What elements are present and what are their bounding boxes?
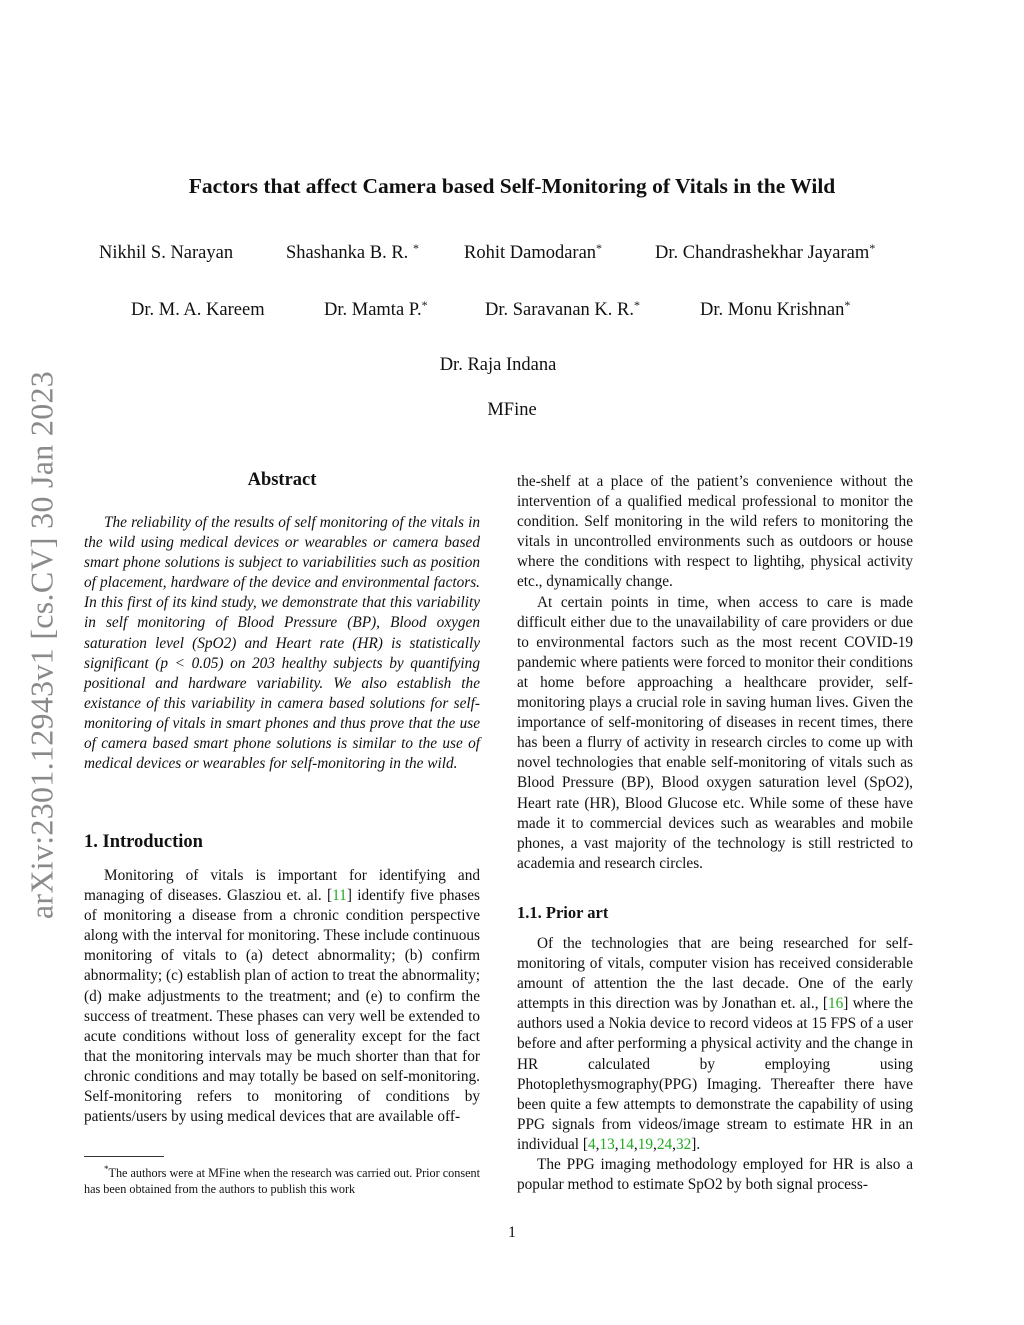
abstract-text: The reliability of the results of self monitoring of the vitals in the wild using medical devices or wearables or camera based smart phone solutions is subject to variabilities such as position of placement, hardware of the device and environmental factors. In this first of its kind study, we demonstrate that this variability in self monitoring of Blood Pressure (BP), Blood oxygen saturation level (SpO2) and Heart rate (HR) is statistically significant ( bbox=[84, 514, 480, 672]
author-name-text: Shashanka B. R. bbox=[286, 243, 413, 263]
page-number: 1 bbox=[508, 1224, 516, 1241]
paragraph-text: ]. bbox=[691, 1135, 701, 1153]
author-mark: * bbox=[634, 298, 640, 312]
author-name bbox=[324, 298, 428, 321]
author-name bbox=[131, 298, 265, 321]
citation-link[interactable]: 13 bbox=[599, 1135, 615, 1153]
citation-link[interactable]: 19 bbox=[637, 1135, 653, 1153]
citation-link[interactable]: 24 bbox=[656, 1135, 673, 1153]
citation-link[interactable]: 4 bbox=[587, 1135, 596, 1153]
footnote-mark: * bbox=[104, 1164, 109, 1174]
footnote-rule bbox=[84, 1156, 164, 1157]
footnote bbox=[84, 1161, 480, 1197]
paragraph-text: Of the technologies that are being researched for self-monitoring of vitals, computer vision has received considerable amount of attention the the last decade. One of the early attempts in this direction was by Jonathan et. al., [ bbox=[517, 935, 913, 1013]
paragraph: the-shelf at a place of the patient’s convenience without the intervention of a qualified medical professional to monitor the condition. Self monitoring in the wild refers to monitoring the vitals in uncontrolled environments such as outdoors or house where the conditions with respect to lightihg, physical activity etc., dynamically change. bbox=[517, 473, 913, 591]
intro-body bbox=[84, 866, 480, 1127]
author-name-text: Rohit Damodaran bbox=[464, 243, 597, 263]
intro-text: Monitoring of vitals is important for identifying and managing of diseases. Glasziou et. al. [ bbox=[84, 867, 480, 905]
author-mark: * bbox=[869, 241, 876, 255]
paragraph: At certain points in time, when access to care is made difficult either due to the unavailability of care providers or due to environmental factors such as the most recent COVID-19 pandemic where patients were forced to monitor their conditions at home before approaching a healthcare provider, self-monitoring plays a crucial role in saving human lives. Given the importance of self-monitoring of diseases in recent times, there has been a flurry of activity in research circles to come up with novel technologies that enable self-monitoring of vitals such as Blood Pressure (BP), Blood oxygen saturation level (SpO2), Heart rate (HR), Blood Glucose etc. While some of these have made it to commercial devices such as wearables and mobile phones, a vast majority of the technology is still restricted to academia and research circles. bbox=[517, 593, 913, 872]
author-name bbox=[99, 241, 233, 264]
citation-link[interactable]: 11 bbox=[332, 887, 347, 905]
author-mark: * bbox=[844, 298, 851, 312]
author-name-text: Dr. Monu Krishnan bbox=[700, 300, 845, 320]
citation-link[interactable]: 14 bbox=[618, 1135, 634, 1153]
right-column-text bbox=[517, 472, 913, 874]
author-name: Dr. Raja Indana bbox=[439, 355, 557, 375]
author-name bbox=[655, 241, 875, 264]
author-name-text: Dr. Saravanan K. R. bbox=[485, 300, 634, 320]
abstract-text: ) on 203 healthy subjects by quantifying positional and hardware variability. We also establish the existance of this variability in camera based solutions for self-monitoring of vitals in smart phones and thus prove that the use of camera based smart phone solutions is similar to the use of medical devices or wearables for self-monitoring in the wild. bbox=[84, 654, 480, 773]
author-name-text: Dr. Mamta P. bbox=[324, 300, 422, 320]
author-name bbox=[700, 298, 850, 321]
footnote-text: The authors were at MFine when the research was carried out. Prior consent has been obtained from the authors to publish this work bbox=[84, 1166, 480, 1196]
subsection-heading-prior-art: 1.1. Prior art bbox=[517, 903, 609, 922]
right-column-text bbox=[517, 934, 913, 1195]
author-name bbox=[485, 298, 640, 321]
paper-title: Factors that affect Camera based Self-Monitoring of Vitals in the Wild bbox=[188, 174, 836, 198]
author-mark: * bbox=[412, 241, 419, 255]
intro-text: ] identify five phases of monitoring a disease from a chronic condition perspective along with the interval for monitoring. These include continuous monitoring of vitals to (a) detect abnormality; (b) confirm abnormality; (c) establish plan of action to treat the abnormality; (d) make adjustments to the treatment; and (e) to confirm the success of treatment. These phases can very well be extended to acute conditions without loss of generality except for the fact that the monitoring intervals may be much shorter than that for chronic conditions and may totally be based on self-monitoring. Self-monitoring refers to monitoring of conditions by patients/users by using medical devices that are available off- bbox=[84, 887, 481, 1126]
author-name bbox=[464, 241, 602, 264]
author-name-text: Dr. M. A. Kareem bbox=[131, 300, 265, 320]
arxiv-identifier: arXiv:2301.12943v1 [cs.CV] 30 Jan 2023 bbox=[23, 370, 60, 920]
paragraph: The PPG imaging methodology employed for HR is also a popular method to estimate SpO2 by both signal process- bbox=[517, 1156, 913, 1194]
section-heading-introduction: 1. Introduction bbox=[84, 832, 203, 852]
paragraph-text: ] where the authors used a Nokia device to record videos at 15 FPS of a user before and after performing a physical activity and the change in HR calculated by employing using Photoplethysmography(PPG) Imaging. Thereafter there have been quite a few attempts to demonstrate the capability of using PPG signals from videos/image stream to estimate HR in an individual [ bbox=[517, 995, 913, 1153]
author-name bbox=[286, 241, 419, 264]
abstract-heading: Abstract bbox=[247, 470, 317, 490]
author-mark: * bbox=[421, 298, 428, 312]
author-name-text: Dr. Chandrashekhar Jayaram bbox=[655, 243, 870, 263]
abstract-body bbox=[84, 513, 480, 774]
citation-link[interactable]: 16 bbox=[827, 995, 844, 1013]
abstract-paragraph bbox=[84, 513, 480, 774]
author-mark: * bbox=[596, 241, 603, 255]
affiliation: MFine bbox=[487, 400, 537, 420]
intro-paragraph bbox=[84, 866, 480, 1127]
author-name-text: Nikhil S. Narayan bbox=[99, 243, 234, 263]
paragraph: Of the technologies that are being researched for self-monitoring of vitals, computer vision has received considerable amount of attention the the last decade. One of the early attempts in this direction was by Jonathan et. al., [16] where the authors used a Nokia device to record videos at 15 FPS of a user before and after performing a physical activity and the change in HR calculated by employing using Photoplethysmography(PPG) Imaging. Thereafter there have been quite a few attempts to demonstrate the capability of using PPG signals from videos/image stream to estimate HR in an individual [4,13,14,19,24,32]. bbox=[517, 935, 913, 1153]
citation-link[interactable]: 32 bbox=[675, 1135, 692, 1153]
abstract-math: p < 0.05 bbox=[160, 654, 219, 672]
